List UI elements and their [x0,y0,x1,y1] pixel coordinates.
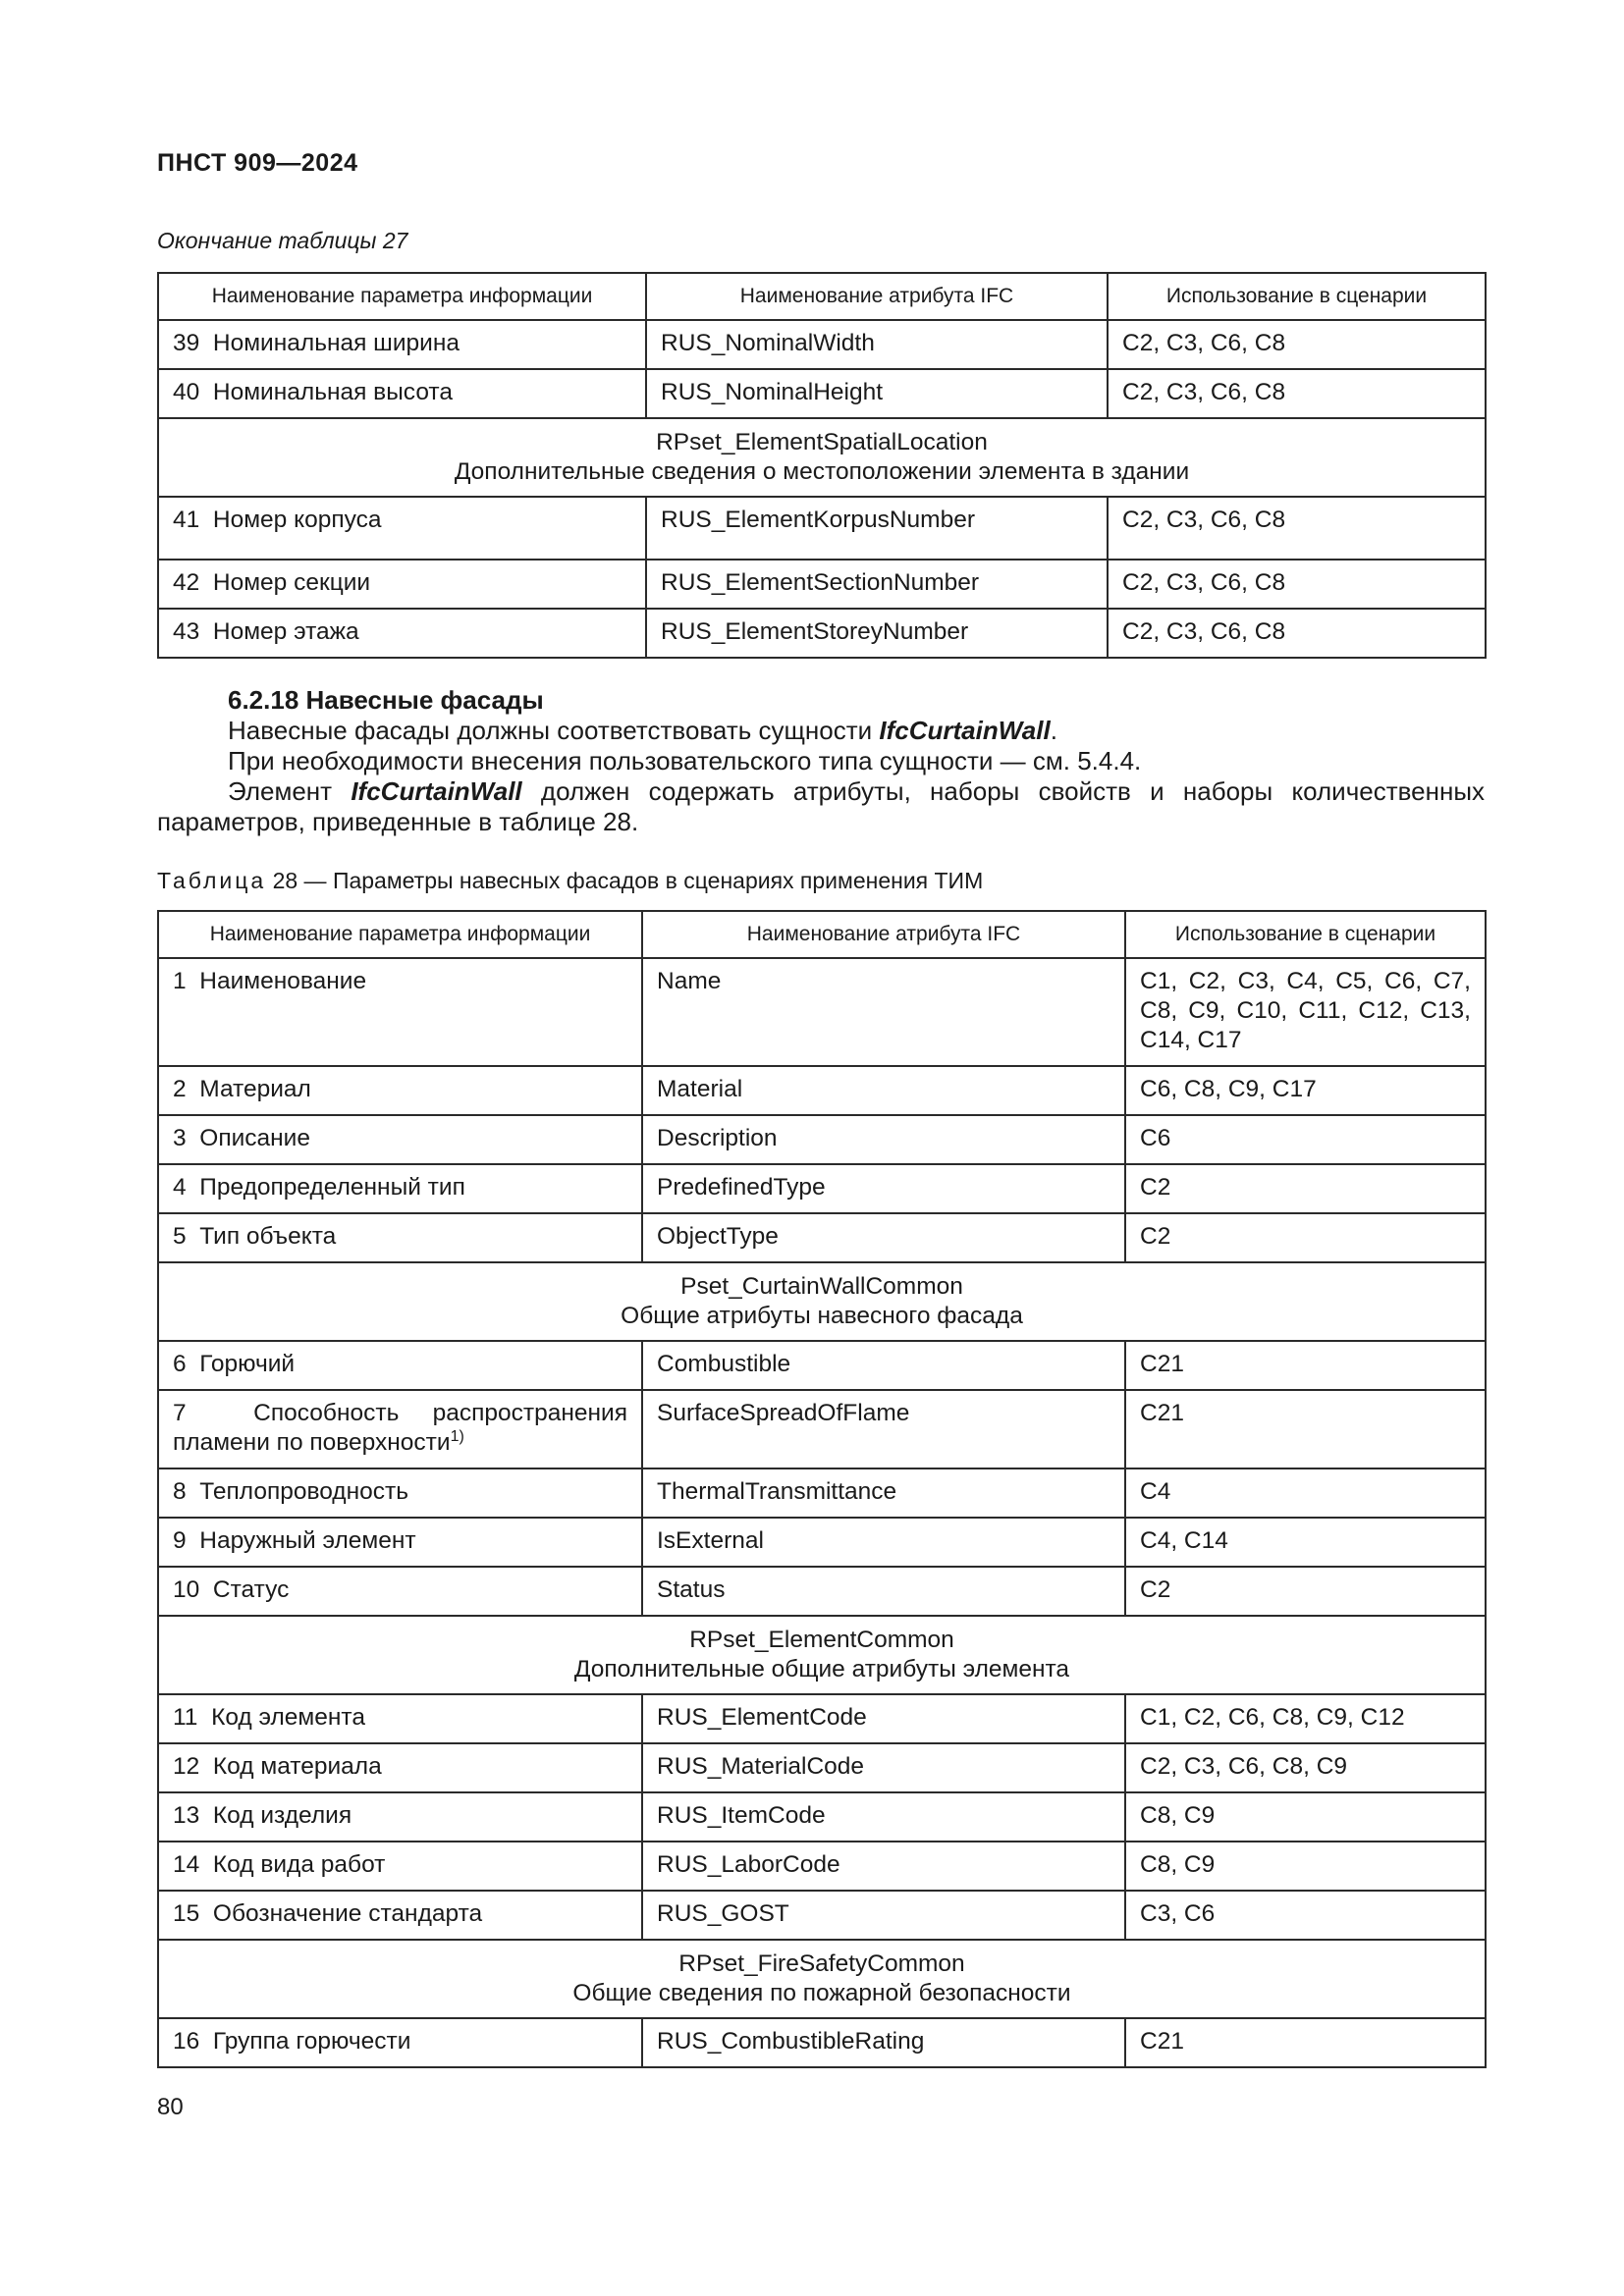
ifc-attribute: Status [642,1567,1125,1616]
ifc-attribute: RUS_NominalHeight [646,369,1108,418]
scenario-usage: C2 [1125,1567,1486,1616]
param-cell [158,1390,642,1468]
table-27 [157,272,1487,659]
table-row [158,1518,1486,1567]
table-row [158,1792,1486,1842]
group-cell [158,1262,1486,1341]
scenario-usage: C2, C3, C6, C8 [1108,497,1486,560]
group-cell [158,1940,1486,2018]
param-name: Код изделия [212,1802,352,1829]
row-number: 14 [173,1851,200,1878]
table-row [158,560,1486,609]
table-row [158,1567,1486,1616]
table-row [158,1390,1486,1468]
ifc-attribute: ObjectType [642,1213,1125,1262]
param-cell [158,1468,642,1518]
scenario-usage: C1, C2, C3, C4, C5, C6, C7, C8, C9, C10, C11, C12, C13, C14, C17 [1125,958,1486,1066]
table-row [158,1842,1486,1891]
param-cell [158,1694,642,1743]
row-number: 12 [173,1753,200,1780]
row-number: 42 [173,569,200,596]
param-name: Код материала [212,1753,382,1780]
ifc-attribute: Description [642,1115,1125,1164]
param-name: Номер секции [212,569,371,596]
entity-name: IfcCurtainWall [351,776,522,806]
param-cell [158,560,646,609]
page-number: 80 [157,2094,184,2120]
row-number: 43 [173,618,200,645]
group-title: RPset_ElementCommon [689,1627,954,1653]
ifc-attribute: SurfaceSpreadOfFlame [642,1390,1125,1468]
param-name: Номер этажа [212,618,359,645]
param-name: Номинальная высота [212,379,453,405]
ifc-attribute: Material [642,1066,1125,1115]
param-name: Группа горючести [212,2028,411,2055]
param-name: Теплопроводность [199,1478,408,1505]
scenario-usage: C21 [1125,2018,1486,2067]
header-scenario-usage: Использование в сценарии [1125,911,1486,958]
param-cell [158,369,646,418]
param-name: Наименование [199,968,367,994]
scenario-usage: C2 [1125,1213,1486,1262]
param-cell [158,320,646,369]
ifc-attribute: RUS_NominalWidth [646,320,1108,369]
table-row [158,958,1486,1066]
param-cell [158,958,642,1066]
scenario-usage: C4, C14 [1125,1518,1486,1567]
ifc-attribute: Combustible [642,1341,1125,1390]
table-row [158,1341,1486,1390]
table-row [158,609,1486,658]
scenario-usage: C6 [1125,1115,1486,1164]
param-cell [158,1567,642,1616]
table-row [158,1164,1486,1213]
group-subtitle: Общие сведения по пожарной безопасности [572,1980,1071,2006]
row-number: 13 [173,1802,200,1829]
header-parameter-name: Наименование параметра информации [158,911,642,958]
paragraph: При необходимости внесения пользовательского типа сущности — см. 5.4.4. [228,746,1142,775]
param-name: Описание [199,1125,310,1151]
scenario-usage: C21 [1125,1390,1486,1468]
document-designation: ПНСТ 909—2024 [157,149,358,177]
table-row [158,1115,1486,1164]
param-name: Код элемента [211,1704,365,1731]
group-row [158,1940,1486,2018]
row-number: 9 [173,1527,187,1554]
param-cell [158,1066,642,1115]
row-number: 2 [173,1076,187,1102]
table-row [158,369,1486,418]
table-continuation-label: Окончание таблицы 27 [157,228,408,253]
ifc-attribute: RUS_CombustibleRating [642,2018,1125,2067]
table-row [158,1743,1486,1792]
row-number: 10 [173,1576,200,1603]
param-name: Номер корпуса [212,507,382,533]
header-parameter-name: Наименование параметра информации [158,273,646,320]
param-cell [158,497,646,560]
entity-name: IfcCurtainWall [879,716,1051,745]
table-row [158,320,1486,369]
param-name: Горючий [199,1351,296,1377]
row-number: 5 [173,1223,187,1250]
section-6-2-18 [157,685,1485,837]
table-header-row [158,911,1486,958]
table-row [158,1694,1486,1743]
param-cell [158,1213,642,1262]
footnote-ref: 1) [450,1427,464,1445]
param-name: Статус [212,1576,290,1603]
scenario-usage: C4 [1125,1468,1486,1518]
param-name: Обозначение стандарта [212,1900,483,1927]
row-number: 40 [173,379,200,405]
header-ifc-attribute: Наименование атрибута IFC [642,911,1125,958]
param-name: Предопределенный тип [199,1174,465,1201]
ifc-attribute: RUS_LaborCode [642,1842,1125,1891]
row-number: 6 [173,1351,187,1377]
param-name: Номинальная ширина [212,330,460,356]
param-name: Материал [199,1076,311,1102]
row-number: 3 [173,1125,187,1151]
ifc-attribute: PredefinedType [642,1164,1125,1213]
ifc-attribute: RUS_ElementSectionNumber [646,560,1108,609]
param-name: Код вида работ [212,1851,386,1878]
scenario-usage: C21 [1125,1341,1486,1390]
ifc-attribute: RUS_ElementKorpusNumber [646,497,1108,560]
group-subtitle: Дополнительные общие атрибуты элемента [573,1656,1070,1682]
scenario-usage: C2, C3, C6, C8, C9 [1125,1743,1486,1792]
header-ifc-attribute: Наименование атрибута IFC [646,273,1108,320]
paragraph [157,776,1485,837]
row-number: 1 [173,968,187,994]
ifc-attribute: IsExternal [642,1518,1125,1567]
text-fragment: Элемент [228,776,352,806]
ifc-attribute: RUS_ElementStoreyNumber [646,609,1108,658]
row-number: 41 [173,507,200,533]
param-cell [158,1341,642,1390]
scenario-usage: C2, C3, C6, C8 [1108,560,1486,609]
scenario-usage: C8, C9 [1125,1842,1486,1891]
text-fragment: должен содержать атрибуты, наборы свойств и наборы количественных параметров, приведенные в таблице 28. [157,776,1486,836]
group-cell [158,1616,1486,1694]
row-number: 15 [173,1900,200,1927]
ifc-attribute: RUS_ElementCode [642,1694,1125,1743]
param-name: Наружный элемент [199,1527,416,1554]
scenario-usage: C2, C3, C6, C8 [1108,609,1486,658]
section-title: 6.2.18 Навесные фасады [228,685,544,715]
ifc-attribute: RUS_GOST [642,1891,1125,1940]
group-title: Pset_CurtainWallCommon [680,1273,963,1300]
table-header-row [158,273,1486,320]
table-caption [157,868,983,894]
group-title: RPset_ElementSpatialLocation [656,429,988,455]
param-cell [158,1792,642,1842]
scenario-usage: C8, C9 [1125,1792,1486,1842]
caption-text: 28 — Параметры навесных фасадов в сценариях применения ТИМ [266,868,984,893]
row-number: 7 [173,1400,187,1426]
group-subtitle: Общие атрибуты навесного фасада [621,1303,1023,1329]
row-number: 16 [173,2028,200,2055]
paragraph [157,716,1485,746]
table-row [158,1066,1486,1115]
param-cell [158,1842,642,1891]
param-cell [158,1891,642,1940]
param-cell [158,1743,642,1792]
table-row [158,2018,1486,2067]
table-row [158,497,1486,560]
scenario-usage: C6, C8, C9, C17 [1125,1066,1486,1115]
text-fragment: . [1050,716,1057,745]
scenario-usage: C2, C3, C6, C8 [1108,320,1486,369]
param-cell [158,1518,642,1567]
param-name: Способность распространения пламени по поверхности [173,1400,627,1456]
table-row [158,1468,1486,1518]
param-cell [158,609,646,658]
ifc-attribute: RUS_ItemCode [642,1792,1125,1842]
group-row [158,1262,1486,1341]
ifc-attribute: ThermalTransmittance [642,1468,1125,1518]
ifc-attribute: Name [642,958,1125,1066]
table-row [158,1213,1486,1262]
group-subtitle: Дополнительные сведения о местоположении элемента в здании [454,458,1190,485]
row-number: 11 [173,1704,198,1731]
scenario-usage: C3, C6 [1125,1891,1486,1940]
row-number: 4 [173,1174,187,1201]
param-cell [158,2018,642,2067]
table-28 [157,910,1487,2068]
scenario-usage: C2, C3, C6, C8 [1108,369,1486,418]
caption-label: Таблица [157,868,267,893]
param-name: Тип объекта [199,1223,337,1250]
text-fragment: Навесные фасады должны соответствовать сущности [228,716,880,745]
group-title: RPset_FireSafetyCommon [678,1950,965,1977]
group-cell [158,418,1486,497]
ifc-attribute: RUS_MaterialCode [642,1743,1125,1792]
scenario-usage: C1, C2, C6, C8, C9, C12 [1125,1694,1486,1743]
group-row [158,1616,1486,1694]
table-row [158,1891,1486,1940]
header-scenario-usage: Использование в сценарии [1108,273,1486,320]
param-cell [158,1115,642,1164]
scenario-usage: C2 [1125,1164,1486,1213]
row-number: 39 [173,330,200,356]
group-row [158,418,1486,497]
param-cell [158,1164,642,1213]
row-number: 8 [173,1478,187,1505]
